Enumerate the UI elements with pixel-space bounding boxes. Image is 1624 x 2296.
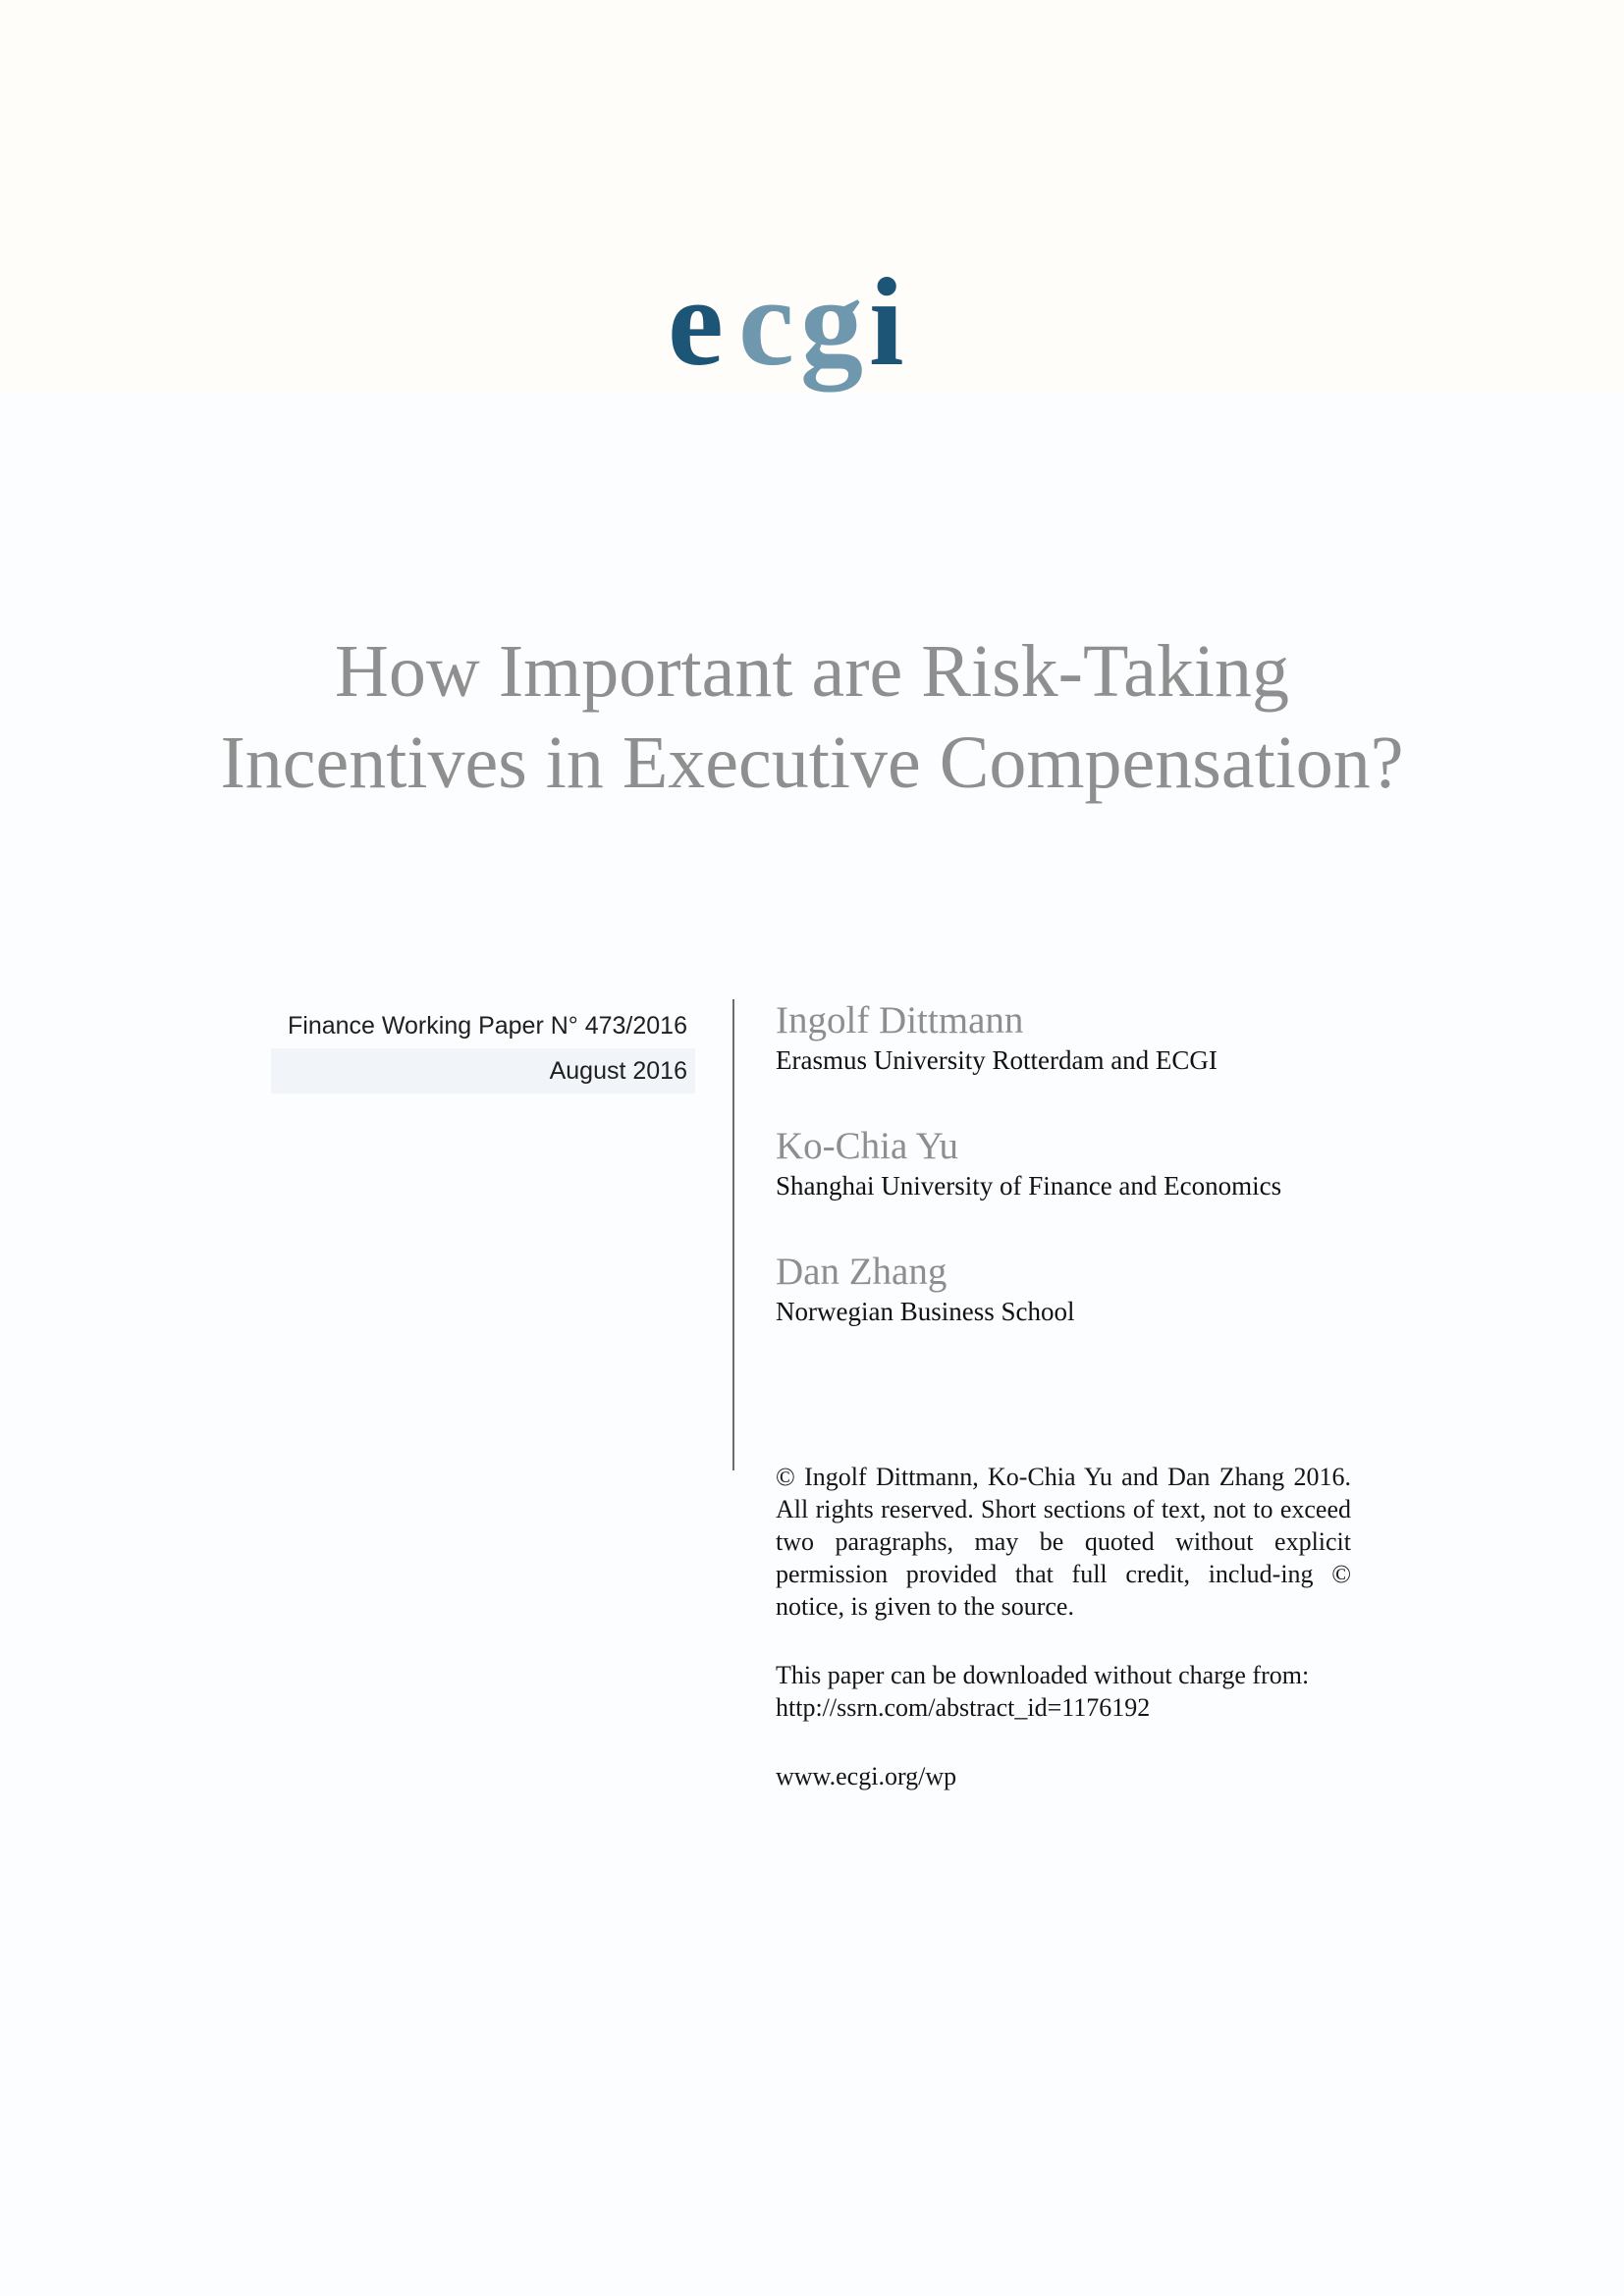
copyright-notice: © Ingolf Dittmann, Ko-Chia Yu and Dan Zhang 2016. All rights reserved. Short sections of text, not to exceed two paragraphs, may be quoted without explicit permission provided that full credit, includ-ing © notice, is given to the source. xyxy=(776,1463,1351,1621)
svg-text:i: i xyxy=(869,252,894,392)
publication-date: August 2016 xyxy=(271,1048,695,1094)
author-entry xyxy=(776,1249,1384,1327)
download-info xyxy=(776,1659,1384,1724)
download-text: This paper can be downloaded without charge from: xyxy=(776,1661,1310,1689)
ecgi-logo-graphic xyxy=(668,250,943,417)
author-affiliation: Shanghai University of Finance and Economics xyxy=(776,1171,1282,1201)
svg-text:e: e xyxy=(668,252,714,392)
author-name: Ingolf Dittmann xyxy=(776,999,1024,1041)
ssrn-link[interactable]: http://ssrn.com/abstract_id=1176192 xyxy=(776,1693,1151,1722)
title-line-2: Incentives in Executive Compensation? xyxy=(220,721,1404,804)
author-affiliation: Norwegian Business School xyxy=(776,1297,1075,1326)
author-name: Ko-Chia Yu xyxy=(776,1125,958,1167)
paper-title xyxy=(118,626,1506,809)
working-paper-number: Finance Working Paper N° 473/2016 xyxy=(288,1012,687,1040)
author-list xyxy=(776,997,1384,1374)
author-entry xyxy=(776,997,1384,1076)
author-affiliation: Erasmus University Rotterdam and ECGI xyxy=(776,1045,1218,1075)
ecgi-logo xyxy=(668,250,943,417)
ecgi-website-link[interactable]: www.ecgi.org/wp xyxy=(776,1762,957,1790)
title-line-1: How Important are Risk-Taking xyxy=(335,630,1289,713)
author-name: Dan Zhang xyxy=(776,1251,947,1293)
svg-text:c: c xyxy=(738,252,785,392)
svg-text:g: g xyxy=(800,252,853,392)
vertical-divider xyxy=(732,999,734,1470)
author-entry xyxy=(776,1123,1384,1201)
paper-meta xyxy=(271,1003,695,1094)
